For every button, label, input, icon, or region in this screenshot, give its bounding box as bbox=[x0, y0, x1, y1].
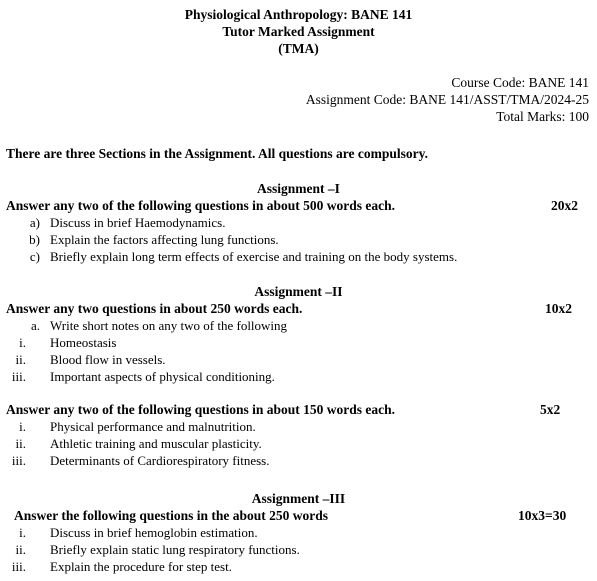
question-item bbox=[0, 334, 597, 351]
question-subitem bbox=[0, 317, 597, 334]
question-label: c) bbox=[29, 249, 40, 264]
question-text: Important aspects of physical conditioning. bbox=[50, 369, 275, 384]
question-text: Blood flow in vessels. bbox=[50, 352, 166, 367]
question-text: Physical performance and malnutrition. bbox=[50, 419, 256, 434]
question-text: Athletic training and muscular plasticity. bbox=[50, 436, 262, 451]
question-text: Discuss in brief Haemodynamics. bbox=[50, 215, 226, 230]
section-heading: Assignment –II bbox=[254, 284, 343, 299]
question-label: iii. bbox=[11, 559, 26, 574]
question-item bbox=[0, 558, 597, 575]
section-instruction: Answer any two of the following questions in about 150 words each. bbox=[6, 402, 396, 417]
section-marks: 5x2 bbox=[540, 402, 561, 417]
question-label: ii. bbox=[15, 436, 26, 451]
question-item bbox=[0, 231, 597, 248]
question-label: i. bbox=[19, 525, 26, 540]
section-marks: 10x2 bbox=[545, 301, 572, 316]
course-title: Physiological Anthropology: BANE 141 bbox=[184, 7, 413, 22]
question-item bbox=[0, 368, 597, 385]
question-text: Briefly explain long term effects of exercise and training on the body systems. bbox=[50, 249, 458, 264]
section-instruction: Answer any two questions in about 250 words each. bbox=[6, 301, 303, 316]
section-heading: Assignment –I bbox=[257, 181, 340, 196]
document-header bbox=[0, 6, 597, 57]
section-instruction: Answer the following questions in the about 250 words bbox=[14, 508, 329, 523]
section-instruction-row bbox=[0, 197, 597, 214]
section-instruction-row bbox=[0, 300, 597, 317]
course-meta bbox=[306, 74, 589, 125]
question-item bbox=[0, 248, 597, 265]
section-assignment-1 bbox=[0, 180, 597, 265]
question-label: ii. bbox=[15, 352, 26, 367]
question-text: Write short notes on any two of the following bbox=[50, 318, 288, 333]
question-label: a. bbox=[30, 318, 40, 333]
assignment-code: Assignment Code: BANE 141/ASST/TMA/2024-25 bbox=[305, 92, 589, 107]
question-text: Determinants of Cardiorespiratory fitness. bbox=[50, 453, 270, 468]
question-item bbox=[0, 435, 597, 452]
total-marks: Total Marks: 100 bbox=[496, 109, 589, 124]
question-label: iii. bbox=[11, 369, 26, 384]
question-item bbox=[0, 452, 597, 469]
question-label: a) bbox=[29, 215, 40, 230]
question-label: i. bbox=[19, 335, 26, 350]
question-text: Briefly explain static lung respiratory functions. bbox=[50, 542, 300, 557]
question-label: ii. bbox=[15, 542, 26, 557]
section-assignment-3 bbox=[0, 490, 597, 575]
document-type: Tutor Marked Assignment bbox=[222, 24, 375, 39]
section-assignment-2 bbox=[0, 283, 597, 469]
course-code: Course Code: BANE 141 bbox=[451, 75, 589, 90]
question-item bbox=[0, 214, 597, 231]
question-label: b) bbox=[29, 232, 40, 247]
document-abbreviation: (TMA) bbox=[278, 41, 319, 56]
section-marks: 10x3=30 bbox=[518, 508, 567, 523]
intro-statement: There are three Sections in the Assignment. All questions are compulsory. bbox=[6, 146, 429, 161]
section-heading: Assignment –III bbox=[251, 491, 346, 506]
question-text: Homeostasis bbox=[50, 335, 117, 350]
question-item bbox=[0, 418, 597, 435]
section-instruction-row bbox=[0, 507, 597, 524]
question-text: Explain the factors affecting lung functions. bbox=[50, 232, 279, 247]
question-item bbox=[0, 524, 597, 541]
section-instruction: Answer any two of the following questions in about 500 words each. bbox=[6, 198, 396, 213]
question-text: Discuss in brief hemoglobin estimation. bbox=[50, 525, 258, 540]
section-instruction-row bbox=[0, 401, 597, 418]
question-label: i. bbox=[19, 419, 26, 434]
question-label: iii. bbox=[11, 453, 26, 468]
question-text: Explain the procedure for step test. bbox=[50, 559, 232, 574]
question-item bbox=[0, 541, 597, 558]
section-marks: 20x2 bbox=[551, 198, 578, 213]
question-item bbox=[0, 351, 597, 368]
